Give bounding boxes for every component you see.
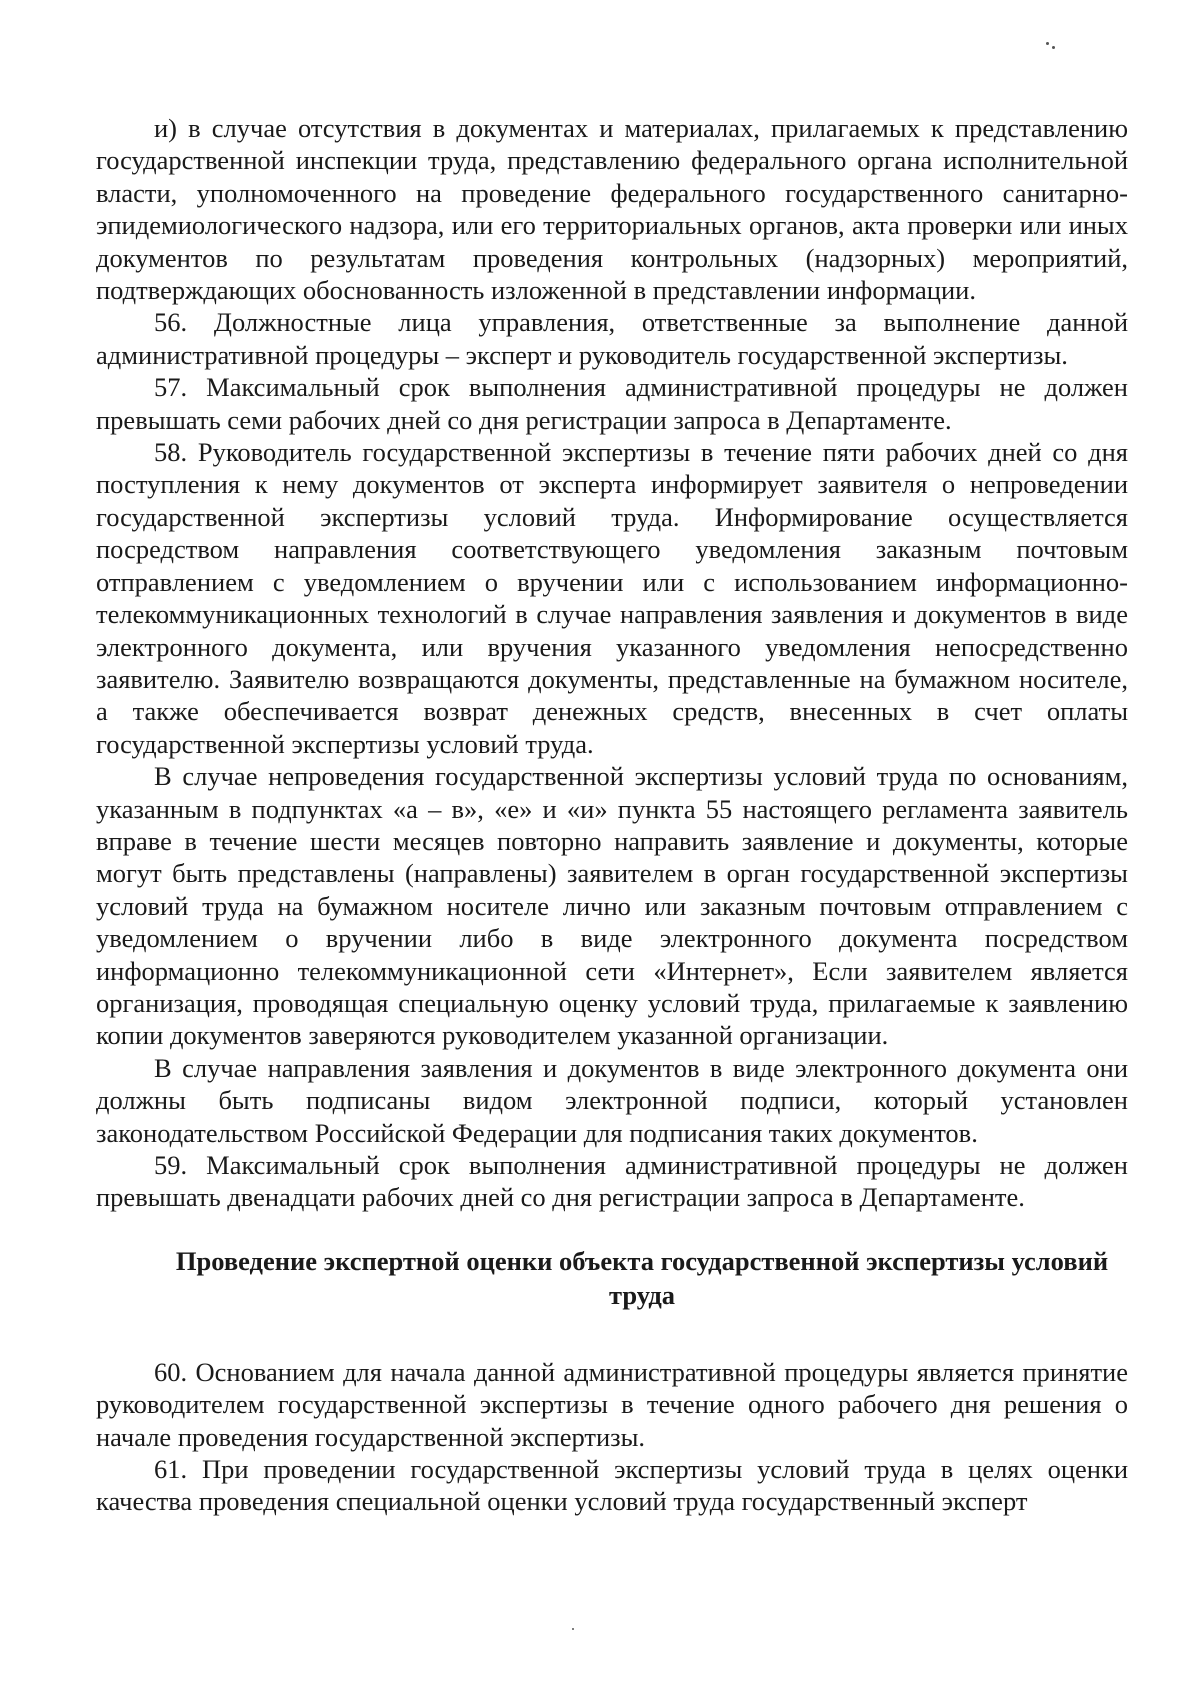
document-body: [96, 112, 1128, 1518]
paragraph-58-continuation: В случае непроведения государственной экспертизы условий труда по основаниям, указанным в подпунктах «а – в», «е» и «и» пункта 55 настоящего регламента заявитель вправе в течение шести месяцев повторно направить заявление и документы, которые могут быть представлены (направлены) заявителем в орган государственной экспертизы условий труда на бумажном носителе лично или заказным почтовым отправлением с уведомлением о вручении либо в виде электронного документа посредством информационно телекоммуникационной сети «Интернет», Если заявителем является организация, проводящая специальную оценку условий труда, прилагаемые к заявлению копии документов заверяются руководителем указанной организации.: [96, 761, 1128, 1051]
paragraph-item-i: и) в случае отсутствия в документах и материалах, прилагаемых к представлению государственной инспекции труда, представлению федерального органа исполнительной власти, уполномоченного на проведение федерального государственного санитарно-эпидемиологического надзора, или его территориальных органов, акта проверки или иных документов по результатам проведения контрольных (надзорных) мероприятий, подтверждающих обоснованность изложенной в представлении информации.: [96, 113, 1128, 306]
scan-speck: [1046, 42, 1049, 45]
paragraph-57: 57. Максимальный срок выполнения административной процедуры не должен превышать семи рабочих дней со дня регистрации запроса в Департаменте.: [96, 372, 1128, 435]
paragraph-61: 61. При проведении государственной экспертизы условий труда в целях оценки качества проведения специальной оценки условий труда государственный эксперт: [96, 1454, 1128, 1517]
paragraph-56: 56. Должностные лица управления, ответственные за выполнение данной административной процедуры – эксперт и руководитель государственной экспертизы.: [96, 307, 1128, 370]
scan-speck: [1052, 46, 1055, 49]
section-heading: Проведение экспертной оценки объекта государственной экспертизы условий труда: [175, 1245, 1109, 1310]
paragraph-59: 59. Максимальный срок выполнения административной процедуры не должен превышать двенадцати рабочих дней со дня регистрации запроса в Департаменте.: [96, 1150, 1128, 1213]
paragraph-58: 58. Руководитель государственной экспертизы в течение пяти рабочих дней со дня поступления к нему документов от эксперта информирует заявителя о непроведении государственной экспертизы условий труда. Информирование осуществляется посредством направления соответствующего уведомления заказным почтовым отправлением с уведомлением о вручении или с использованием информационно-телекоммуникационных технологий в случае направления заявления и документов в виде электронного документа, или вручения указанного уведомления непосредственно заявителю. Заявителю возвращаются документы, представленные на бумажном носителе, а также обеспечивается возврат денежных средств, внесенных в счет оплаты государственной экспертизы условий труда.: [96, 437, 1128, 759]
scan-speck: [572, 1628, 574, 1630]
paragraph-60: 60. Основанием для начала данной административной процедуры является принятие руководителем государственной экспертизы в течение одного рабочего дня решения о начале проведения государственной экспертизы.: [96, 1356, 1128, 1452]
paragraph-58-electronic: В случае направления заявления и документов в виде электронного документа они должны быть подписаны видом электронной подписи, который установлен законодательством Российской Федерации для подписания таких документов.: [96, 1052, 1128, 1148]
